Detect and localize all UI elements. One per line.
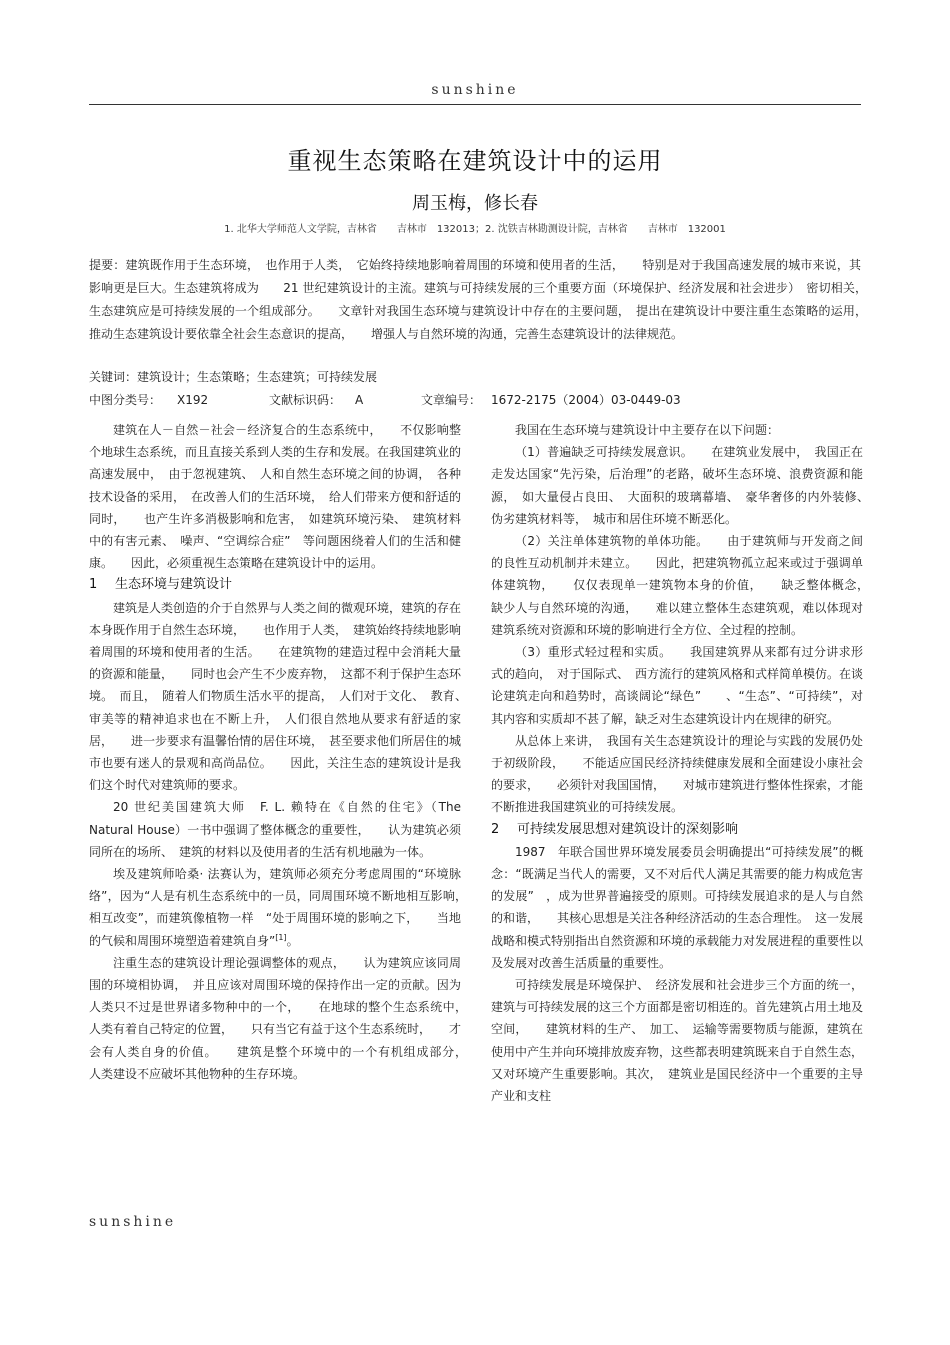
section-2-title: 可持续发展思想对建筑设计的深刻影响 xyxy=(517,821,739,837)
list-item: （1）普遍缺乏可持续发展意识。 在建筑业发展中， 我国正在走发达国家“先污染，后治理”的老路，破坏生态环境、浪费资源和能源， 如大量侵占良田、 大面积的玻璃幕墙、 豪华奢侈的内外装修、 伪劣建筑材料等， 城市和居住环境不断恶化。 xyxy=(491,445,876,526)
clc-value: X192 xyxy=(177,393,209,407)
body-paragraph: 20 世纪美国建筑大师 F. L. 赖特在《自然的住宅》（The Natural House）一书中强调了整体概念的重要性， 认为建筑必须同所在的场所、 建筑的材料以及使用者的生活有机地融为一体。 xyxy=(89,800,461,859)
author-affiliation: 1. 北华大学师范人文学院，吉林省 吉林市 132013；2. 沈铁吉林勘测设计院，吉林省 吉林市 132001 xyxy=(224,224,726,235)
paper-authors: 周玉梅，修长春 xyxy=(412,193,538,214)
paragraph-text: 埃及建筑师哈桑· 法赛认为，建筑师必须充分考虑周围的“环境脉络”，因为“人是有机生态系统中的一员，同周围环境不断地相互影响， 相互改变”，而建筑像植物一样 “处于周围环境的影响之下， 当地的气候和周围环境塑造着建筑自身” xyxy=(89,867,486,948)
keywords-text: 建筑设计；生态策略；生态建筑；可持续发展 xyxy=(137,370,378,384)
paragraph-text: 。 xyxy=(286,933,299,948)
abstract-text: 建筑既作用于生态环境， 也作用于人类， 它始终持续地影响着周围的环境和使用者的生活， 特别是对于我国高速发展的城市来说，其影响更是巨大。生态建筑将成为 21 世纪建筑设计的主流。建筑与可持续发展的三个重要方面（环境保护、经济发展和社会进步） 密切相关， 生态建筑应是可持续发展的一个组成部分。 文章针对我国生态环境与建筑设计中存在的主要问题， 提出在建筑设计中要注重生态策略的运用， 推动生态建筑设计要依靠全社会生态意识的提高， 增强人与自然环境的沟通，完善生态建筑设计的法律规范。 xyxy=(89,258,886,341)
body-paragraph: 我国在生态环境与建筑设计中主要存在以下问题： xyxy=(515,423,780,437)
section-1-number: 1 xyxy=(89,577,98,593)
clc-label: 中图分类号： xyxy=(89,393,162,407)
section-1-heading xyxy=(89,574,461,596)
article-value: 1672-2175（2004）03-0449-03 xyxy=(491,393,681,407)
section-2-number: 2 xyxy=(491,821,500,837)
citation-ref: [1] xyxy=(275,932,287,942)
body-paragraph: 可持续发展是环境保护、 经济发展和社会进步三个方面的统一，建筑与可持续发展的这三个方面都是密切相连的。首先建筑占用土地及空间， 建筑材料的生产、 加工、 运输等需要物质与能源，建筑在使用中产生并向环境排放废弃物，这些都表明建筑既来自于自然生态，又对环境产生重要影响。其次， 建筑业是国民经济中一个重要的主导产业和支柱 xyxy=(491,978,864,1104)
paper-title: 重视生态策略在建筑设计中的运用 xyxy=(287,147,663,175)
body-paragraph: 1987 年联合国世界环境发展委员会明确提出“可持续发展”的概念：“既满足当代人的需要，又不对后代人满足其需要的能力构成危害的发展” ，成为世界普遍接受的原则。可持续发展追求的是人与自然的和谐， 其核心思想是关注各种经济活动的生态合理性。 这一发展战略和模式特别指出自然资源和环境的承载能力对发展进程的重要性以及发展对改善生活质量的重要性。 xyxy=(491,844,864,970)
abstract-label: 提要： xyxy=(89,258,126,272)
list-item: （2）关注单体建筑物的单体功能。 由于建筑师与开发商之间的良性互动机制并未建立。 因此，把建筑物孤立起来或过于强调单体建筑物， 仅仅表现单一建筑物本身的价值， 缺乏整体概念， 缺少人与自然环境的沟通， 难以建立整体生态建筑观，难以体现对建筑系统对资源和环境的影响进行全方位、全过程的控制。 xyxy=(491,534,876,637)
body-paragraph xyxy=(89,863,486,952)
list-item: （3）重形式轻过程和实质。 我国建筑界从来都有过分讲求形式的趋向， 对于国际式、 西方流行的建筑风格和式样简单模仿。在谈论建筑走向和趋势时，高谈阔论“绿色” 、“生态”、“可持续”，对其内容和实质却不甚了解，缺乏对生态建筑设计内在规律的研究。 xyxy=(491,645,864,726)
left-column xyxy=(89,419,486,1085)
body-paragraph: 从总体上来讲， 我国有关生态建筑设计的理论与实践的发展仍处于初级阶段， 不能适应国民经济持续健康发展和全面建设小康社会的要求， 必须针对我国国情， 对城市建筑进行整体性探索，才能不断推进我国建筑业的可持续发展。 xyxy=(491,733,864,815)
body-paragraph: 建筑是人类创造的介于自然界与人类之间的微观环境，建筑的存在本身既作用于自然生态环境， 也作用于人类， 建筑始终持续地影响着周围的环境和使用者的生活。 在建筑物的建造过程中会消耗大量的资源和能量， 同时也会产生不少废弃物， 这都不利于保护生态环境。 而且， 随着人们物质生活水平的提高， 人们对于文化、 教育、 审美等的精神追求也在不断上升， 人们很自然地从要求有舒适的家居， 进一步要求有温馨怡情的居住环境， 甚至要求他们所居住的城市也要有迷人的景观和高尚品位。 因此，关注生态的建筑设计是我们这个时代对建筑师的要求。 xyxy=(89,600,474,793)
section-1-title: 生态环境与建筑设计 xyxy=(115,577,233,593)
keywords xyxy=(89,366,861,389)
classification-line xyxy=(89,389,861,412)
running-footer: sunshine xyxy=(89,1214,177,1230)
running-header: sunshine xyxy=(431,82,519,98)
doc-label: 文献标识码： xyxy=(269,393,342,407)
header-rule xyxy=(89,104,861,105)
article-label: 文章编号： xyxy=(421,393,482,407)
keywords-label: 关键词： xyxy=(89,370,138,384)
body-paragraph: 注重生态的建筑设计理论强调整体的观点， 认为建筑应该同周围的环境相协调， 并且应该对周围环境的保持作出一定的贡献。因为人类只不过是世界诸多物种中的一个， 在地球的整个生态系统中， 人类有着自己特定的位置， 只有当它有益于这个生态系统时， 才会有人类自身的价值。 建筑是整个环境中的一个有机组成部分， 人类建设不应破坏其他物种的生存环境。 xyxy=(89,955,486,1081)
abstract xyxy=(89,254,886,346)
section-2-heading xyxy=(491,819,863,841)
intro-paragraph: 建筑在人－自然－社会－经济复合的生态系统中， 不仅影响整个地球生态系统，而且直接关系到人类的生存和发展。在我国建筑业的高速发展中， 由于忽视建筑、 人和自然生态环境之间的协调， 各种技术设备的采用， 在改善人们的生活环境， 给人们带来方便和舒适的同时， 也产生许多消极影响和危害， 如建筑环境污染、 建筑材料中的有害元素、 噪声、“空调综合症” 等问题困绕着人们的生活和健康。 因此，必须重视生态策略在建筑设计中的运用。 xyxy=(89,423,462,571)
doc-value: A xyxy=(355,393,364,407)
right-column xyxy=(491,419,876,1107)
